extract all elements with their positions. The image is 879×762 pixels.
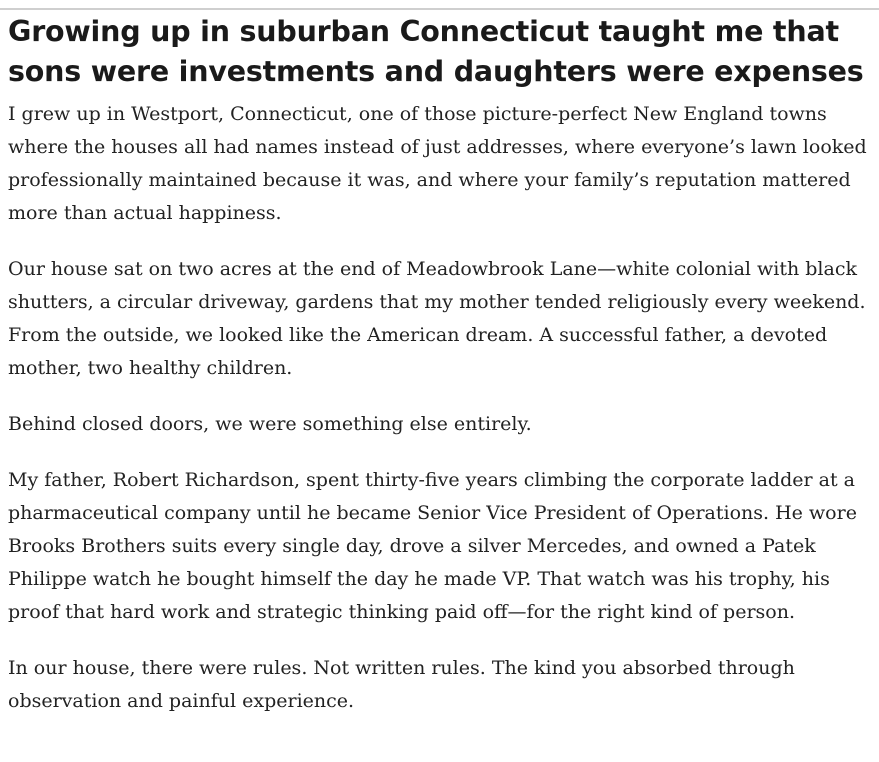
paragraph: My father, Robert Richardson, spent thirty-five years climbing the corporate ladder at a pharmaceutical company until he became Senior Vice President of Operations. He wore Brooks Brothers suits every single day, drove a silver Mercedes, and owned a Patek Philippe watch he bought himself the day he made VP. That watch was his trophy, his proof that hard work and strategic thinking paid off—for the right kind of person. (8, 469, 857, 623)
paragraph: Our house sat on two acres at the end of Meadowbrook Lane—white colonial with black shutters, a circular driveway, gardens that my mother tended religiously every weekend. From the outside, we looked like the American dream. A successful father, a devoted mother, two healthy children. (8, 258, 866, 379)
article-title: Growing up in suburban Connecticut taught me that sons were investments and daughters were expenses (8, 15, 864, 88)
paragraph: I grew up in Westport, Connecticut, one of those picture-perfect New England towns where the houses all had names instead of just addresses, where everyone’s lawn looked professionally maintained because it was, and where your family’s reputation mattered more than actual happiness. (8, 103, 867, 224)
paragraph: Behind closed doors, we were something else entirely. (8, 413, 532, 435)
paragraph: In our house, there were rules. Not written rules. The kind you absorbed through observation and painful experience. (8, 657, 795, 712)
top-divider (0, 0, 879, 10)
article (8, 12, 872, 741)
article-body (8, 98, 872, 718)
